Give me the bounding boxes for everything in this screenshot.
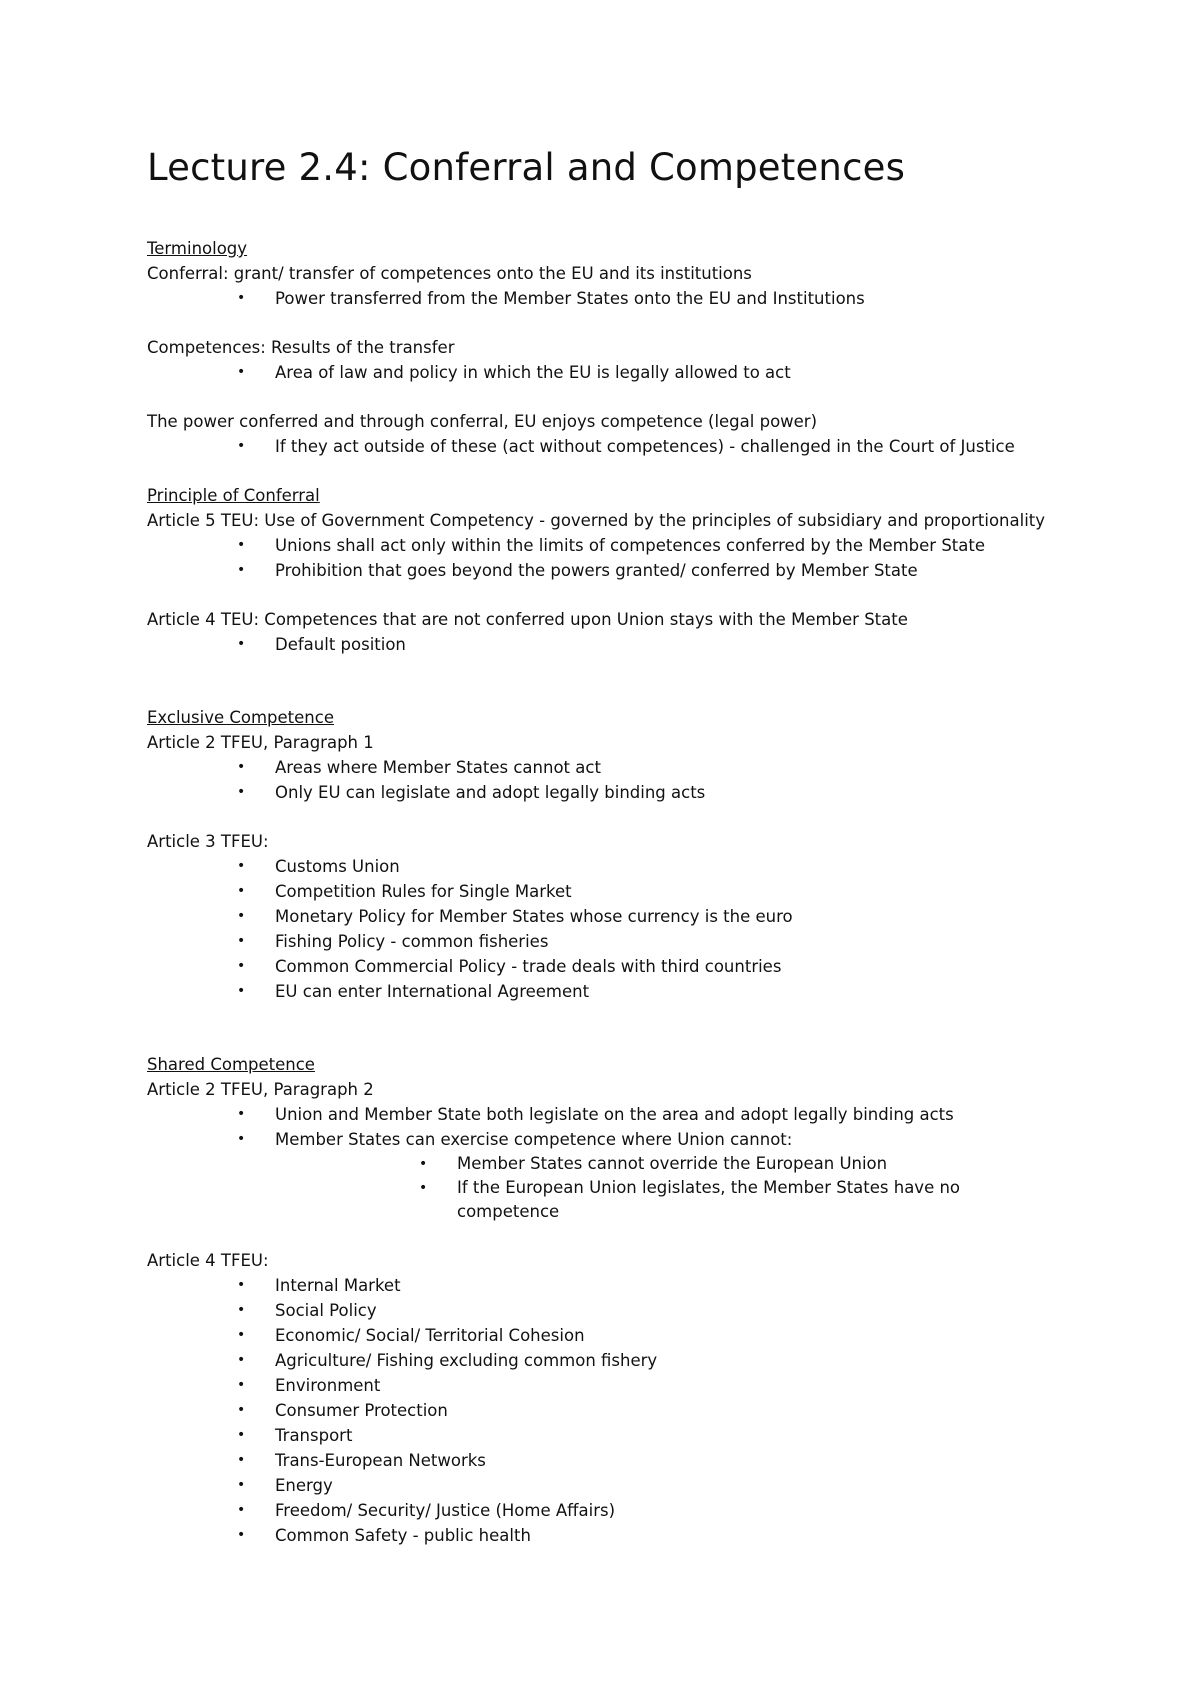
- bullet-icon: •: [237, 1377, 246, 1393]
- list-item: • Transport: [147, 1423, 1147, 1448]
- list-item: • Social Policy: [147, 1298, 1147, 1323]
- bullet-icon: •: [237, 1452, 246, 1468]
- list-item: • Agriculture/ Fishing excluding common fishery: [147, 1348, 1147, 1373]
- bullet-icon: •: [237, 759, 246, 775]
- bullet-icon: •: [237, 983, 246, 999]
- bullet-icon: •: [237, 1106, 246, 1122]
- terminology-heading: Terminology: [147, 239, 248, 258]
- bullet-icon: •: [237, 290, 246, 306]
- list-item: • Member States can exercise competence where Union cannot:: [147, 1127, 1147, 1152]
- bullet-icon: •: [237, 636, 246, 652]
- list-item: • Customs Union: [147, 854, 1147, 879]
- list-item: • Energy: [147, 1473, 1147, 1498]
- list-item: • Area of law and policy in which the EU is legally allowed to act: [147, 360, 1147, 385]
- list-item: • Union and Member State both legislate on the area and adopt legally binding acts: [147, 1102, 1147, 1127]
- bullet-icon: •: [237, 858, 246, 874]
- list-item: • Trans-European Networks: [147, 1448, 1147, 1473]
- list-item: • Internal Market: [147, 1273, 1147, 1298]
- conferral-definition: Conferral: grant/ transfer of competences onto the EU and its institutions: [147, 264, 752, 283]
- list-item: • Common Safety - public health: [147, 1523, 1147, 1548]
- list-item: • Fishing Policy - common fisheries: [147, 929, 1147, 954]
- list-item: • Areas where Member States cannot act: [147, 755, 1147, 780]
- competences-definition: Competences: Results of the transfer: [147, 338, 455, 357]
- bullet-icon: •: [237, 537, 246, 553]
- article-3-tfeu-line: Article 3 TFEU:: [147, 832, 269, 851]
- bullet-icon: •: [237, 1302, 246, 1318]
- list-item: • Competition Rules for Single Market: [147, 879, 1147, 904]
- bullet-icon: •: [419, 1156, 428, 1172]
- bullet-icon: •: [237, 908, 246, 924]
- bullet-icon: •: [237, 1427, 246, 1443]
- list-item: • Common Commercial Policy - trade deals with third countries: [147, 954, 1147, 979]
- list-item: • Default position: [147, 632, 1147, 657]
- bullet-icon: •: [419, 1180, 428, 1196]
- bullet-icon: •: [237, 1277, 246, 1293]
- article-2-tfeu-p1-line: Article 2 TFEU, Paragraph 1: [147, 733, 374, 752]
- exclusive-heading: Exclusive Competence: [147, 708, 334, 727]
- list-item: • Economic/ Social/ Territorial Cohesion: [147, 1323, 1147, 1348]
- bullet-icon: •: [237, 1352, 246, 1368]
- bullet-icon: •: [237, 438, 246, 454]
- list-item: • Monetary Policy for Member States whose currency is the euro: [147, 904, 1147, 929]
- bullet-icon: •: [237, 1402, 246, 1418]
- document-page: [147, 140, 1147, 1548]
- bullet-icon: •: [237, 1327, 246, 1343]
- bullet-icon: •: [237, 933, 246, 949]
- bullet-icon: •: [237, 1502, 246, 1518]
- sub-list-item: • Member States cannot override the European Union: [147, 1152, 977, 1176]
- list-item: • Only EU can legislate and adopt legally binding acts: [147, 780, 1147, 805]
- article-2-tfeu-p2-line: Article 2 TFEU, Paragraph 2: [147, 1080, 374, 1099]
- bullet-icon: •: [237, 1477, 246, 1493]
- shared-heading: Shared Competence: [147, 1055, 315, 1074]
- page-title: Lecture 2.4: Conferral and Competences: [147, 146, 906, 189]
- article-4-tfeu-line: Article 4 TFEU:: [147, 1251, 269, 1270]
- bullet-icon: •: [237, 1131, 246, 1147]
- list-item: • EU can enter International Agreement: [147, 979, 1147, 1004]
- list-item: • If they act outside of these (act without competences) - challenged in the Court of Justice: [147, 434, 1147, 459]
- list-item: • Unions shall act only within the limits of competences conferred by the Member State: [147, 533, 1147, 558]
- bullet-icon: •: [237, 1527, 246, 1543]
- bullet-icon: •: [237, 958, 246, 974]
- bullet-icon: •: [237, 883, 246, 899]
- list-item: • Consumer Protection: [147, 1398, 1147, 1423]
- list-item: • Freedom/ Security/ Justice (Home Affairs): [147, 1498, 1147, 1523]
- power-conferred-line: The power conferred and through conferral, EU enjoys competence (legal power): [147, 412, 818, 431]
- list-item: • Environment: [147, 1373, 1147, 1398]
- list-item: • Power transferred from the Member States onto the EU and Institutions: [147, 286, 1147, 311]
- list-item: • Prohibition that goes beyond the powers granted/ conferred by Member State: [147, 558, 1147, 583]
- article-5-teu-line: Article 5 TEU: Use of Government Competency - governed by the principles of subsidiary and proportionality: [147, 511, 1046, 530]
- bullet-icon: •: [237, 364, 246, 380]
- bullet-icon: •: [237, 562, 246, 578]
- article-4-teu-line: Article 4 TEU: Competences that are not conferred upon Union stays with the Member State: [147, 610, 908, 629]
- bullet-icon: •: [237, 784, 246, 800]
- sub-list-item: • If the European Union legislates, the Member States have no competence: [419, 1178, 961, 1221]
- principle-heading: Principle of Conferral: [147, 486, 320, 505]
